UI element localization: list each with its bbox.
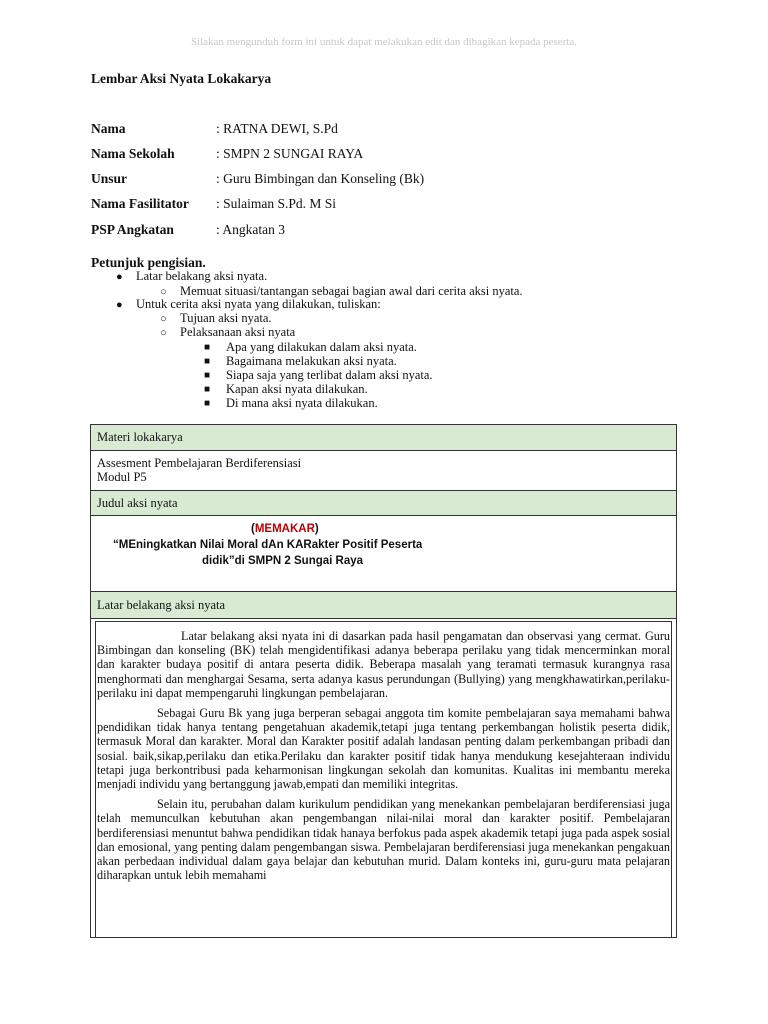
guide-title: Petunjuk pengisian. [91, 255, 206, 270]
guide-text: Di mana aksi nyata dilakukan. [226, 396, 378, 410]
square-bullet-icon: ■ [204, 384, 211, 395]
square-bullet-icon: ■ [204, 356, 211, 367]
paragraph: Latar belakang aksi nyata ini di dasarkan pada hasil pengamatan dan observasi yang cermat. Guru Bimbingan dan konseling (BK) telah mengidentifikasi adanya beberapa perilaku yang tidak mencerminkan moral dan karakter budaya positif di antara peserta didik. Beberapa masalah yang teramati termasuk kurangnya rasa menghormati dan menghargai Sesama, serta adanya kasus perundungan (Bullying) yang mengkhawatirkan,perilaku-perilaku ini dapat mempengaruhi lingkungan pembelajaran. [97, 629, 670, 700]
judul-acronym-text: MEMAKAR [254, 523, 315, 535]
guide-text: Siapa saja yang terlibat dalam aksi nyata. [226, 368, 433, 382]
filled-bullet-icon: ● [116, 270, 123, 283]
info-value: : Sulaiman S.Pd. M Si [216, 196, 337, 211]
guide-item [204, 368, 433, 383]
guide-text: Apa yang dilakukan dalam aksi nyata. [226, 340, 417, 354]
guide-text: Pelaksanaan aksi nyata [180, 325, 296, 339]
watermark-text: Silakan mengunduh form ini untuk dapat melakukan edit dan dibagikan kepada peserta. [190, 36, 578, 48]
info-value: : Angkatan 3 [216, 222, 285, 237]
filled-bullet-icon: ● [116, 298, 123, 311]
square-bullet-icon: ■ [204, 398, 211, 409]
judul-acronym [251, 523, 319, 535]
guide-bullet [116, 269, 267, 284]
paragraph: Selain itu, perubahan dalam kurikulum pendidikan yang menekankan pembelajaran berdiferensiasi juga telah memunculkan kebutuhan akan pengembangan nilai-nilai moral dan karakter positif. Pembelajaran berdiferensiasi menuntut bahwa pendidikan tidak hanaya berfokus pada aspek akademik tetapi juga pada aspek sosial dan emosional, yang penting dalam pengembangan siswa. Pembelajaran berdiferensiasi juga menekankan pengakuan akan perbedaan individual dalam gaya belajar dan kebutuhan murid. Dalam konteks ini, guru-guru mata pelajaran diharapkan untuk lebih memahami [97, 797, 670, 883]
guide-item [204, 354, 397, 369]
guide-bullet [116, 297, 381, 312]
judul-title-line: “MEningkatkan Nilai Moral dAn KARakter Positif Peserta [113, 539, 423, 551]
paren-close: ) [314, 523, 319, 535]
info-row-angkatan [91, 222, 285, 238]
paragraph: Sebagai Guru Bk yang juga berperan sebagai anggota tim komite pembelajaran saya memahami bahwa pendidikan tidak hanya tentang pengetahuan akademik,tetapi juga tentang perkembangan holistik peserta didik, termasuk Moral dan karakter. Moral dan Karakter positif adalah landasan penting dalam perkembangan pribadi dan sosial. baik,sikap,perilaku dan etika.Perilaku dan karakter positif tidak hanya mendukung kesejahteraan individu tetapi juga berkontribusi pada keharmonisan lingkungan sekolah dan komunitas. Kualitas ini membantu mereka menjadi individu yang bertanggung jawab,empati dan memiliki integritas. [97, 706, 670, 792]
materi-line: Modul P5 [97, 470, 147, 484]
guide-sub-bullet [160, 311, 272, 326]
hollow-bullet-icon: ○ [160, 312, 167, 325]
materi-header: Materi lokakarya [91, 425, 676, 451]
info-row-unsur [91, 171, 424, 187]
info-label: Nama Sekolah [91, 146, 175, 161]
info-value: : SMPN 2 SUNGAI RAYA [216, 146, 364, 161]
latar-body [91, 629, 676, 888]
info-row-nama [91, 121, 338, 137]
guide-item [204, 382, 368, 397]
info-value: : RATNA DEWI, S.Pd [216, 121, 338, 136]
materi-line: Assesment Pembelajaran Berdiferensiasi [97, 456, 302, 470]
guide-text: Latar belakang aksi nyata. [136, 269, 268, 283]
info-label: Nama Fasilitator [91, 196, 189, 211]
guide-item [204, 340, 417, 355]
hollow-bullet-icon: ○ [160, 285, 167, 298]
judul-title-line: didik”di SMPN 2 Sungai Raya [202, 555, 364, 567]
info-row-fasilitator [91, 196, 336, 212]
info-label: PSP Angkatan [91, 222, 174, 237]
guide-sub-bullet [160, 325, 295, 340]
info-row-nama-sekolah [91, 146, 363, 162]
info-label: Unsur [91, 171, 128, 186]
guide-text: Bagaimana melakukan aksi nyata. [226, 354, 397, 368]
document-title: Lembar Aksi Nyata Lokakarya [91, 71, 272, 86]
info-label: Nama [91, 121, 126, 136]
hollow-bullet-icon: ○ [160, 326, 167, 339]
guide-item [204, 396, 378, 411]
latar-header: Latar belakang aksi nyata [91, 591, 676, 619]
paren-open: ( [251, 523, 255, 535]
info-value: : Guru Bimbingan dan Konseling (Bk) [216, 171, 425, 186]
guide-text: Tujuan aksi nyata. [180, 311, 272, 325]
report-table [90, 424, 677, 938]
guide-text: Memuat situasi/tantangan sebagai bagian awal dari cerita aksi nyata. [180, 284, 523, 298]
judul-block [91, 519, 676, 591]
guide-text: Untuk cerita aksi nyata yang dilakukan, tuliskan: [136, 297, 381, 311]
square-bullet-icon: ■ [204, 342, 211, 353]
judul-header: Judul aksi nyata [91, 490, 676, 516]
guide-text: Kapan aksi nyata dilakukan. [226, 382, 368, 396]
square-bullet-icon: ■ [204, 370, 211, 381]
